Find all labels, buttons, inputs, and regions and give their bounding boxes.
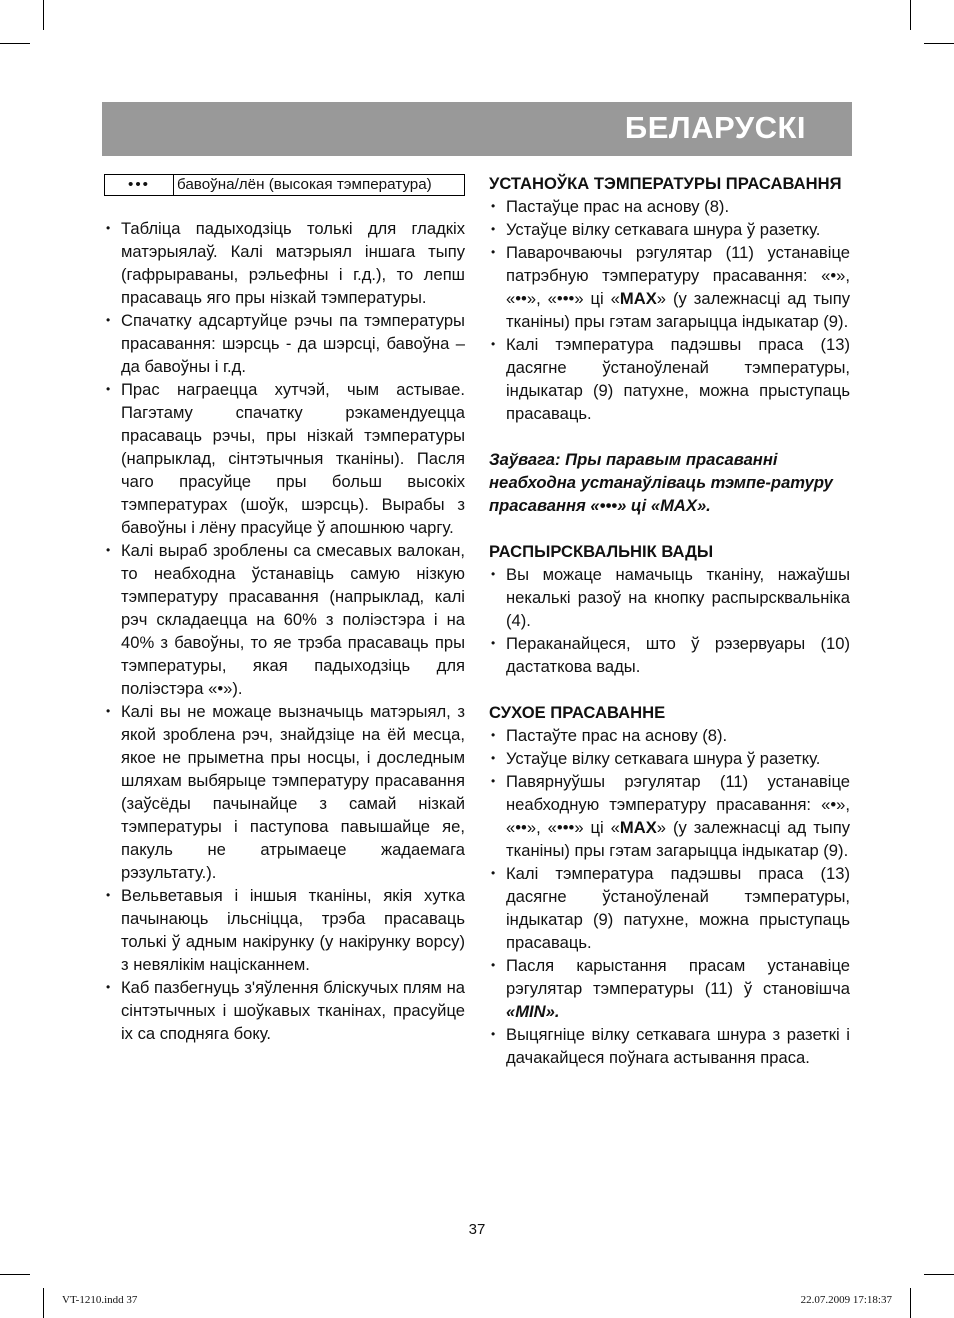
spacer bbox=[489, 517, 850, 540]
list-item: • Пастаўце прас на аснову (8). bbox=[489, 195, 850, 218]
list-item: • Калі вы не можаце вызначыць матэрыял, з якой зроблена рэч, знайдзіце на ёй месца, якое не прыметна пры носцы, і доследным шляхам выбярыце тэмпературу прасавання (заўсёды пачынайце з самай нізкай тэмпературы і паступова павышайце яе, пакуль не атрымаеце жадаемага рэзультату.). bbox=[104, 700, 465, 884]
list-item: • Устаўце вілку сеткавага шнура ў разетку. bbox=[489, 747, 850, 770]
max-label: MAX bbox=[619, 289, 657, 308]
list-item: • Выцягніце вілку сеткавага шнура з разеткі і дачакайцеся поўнага астывання праса. bbox=[489, 1023, 850, 1069]
list-item: • Каб пазбегнуць з'яўлення бліскучых плям на сінтэтычных і шоўкавых тканінах, прасуйце іх са споднягa боку. bbox=[104, 976, 465, 1045]
list-item: • Спачатку адсартуйце рэчы па тэмпературы прасавання: шэрсць - да шэрсці, бавоўна – да бавоўны і г.д. bbox=[104, 309, 465, 378]
list-text: Паварочваючы рэгулятар (11) устанавіце патрэбную тэмпературу прасавання: «•», «••», «•••» ці « bbox=[506, 243, 850, 308]
list-item bbox=[489, 241, 850, 333]
water-spray-list bbox=[489, 563, 850, 678]
spacer bbox=[489, 425, 850, 448]
footer-file: VT-1210.indd 37 bbox=[62, 1294, 138, 1306]
list-text: Пасля карыстання прасам устанавіце рэгулятар тэмпературы (11) ў становішча bbox=[506, 956, 850, 998]
crop-mark bbox=[910, 1288, 911, 1318]
ironing-tips-list bbox=[104, 217, 465, 1045]
crop-mark bbox=[924, 1274, 954, 1275]
fabric-type: бавоўна/лён (высокая тэмпература) bbox=[174, 175, 465, 196]
temperature-setting-list bbox=[489, 195, 850, 425]
note: Заўвага: Пры паравым прасаванні неабходна устанаўліваць тэмпе-ратуру прасавання «•••» ці «MAX». bbox=[489, 450, 833, 515]
max-label: MAX bbox=[619, 818, 657, 837]
section-heading: СУХОЕ ПРАСАВАННЕ bbox=[489, 703, 666, 722]
dry-ironing-list bbox=[489, 724, 850, 1069]
footer-timestamp: 22.07.2009 17:18:37 bbox=[800, 1294, 892, 1306]
right-column bbox=[489, 172, 850, 1069]
crop-mark bbox=[910, 0, 911, 30]
list-item: • Пастаўте прас на аснову (8). bbox=[489, 724, 850, 747]
page-title: БЕЛАРУСКІ bbox=[624, 110, 806, 145]
list-item: • Калі тэмпература падэшвы праса (13) дасягне ўстаноўленай тэмпературы, індыкатар (9) патухне, можна прыступаць прасаваць. bbox=[489, 333, 850, 425]
list-item: • Вы можаце намачыць тканіну, нажаўшы некалькі разоў на кнопку распырсквальніка (4). bbox=[489, 563, 850, 632]
left-column bbox=[104, 174, 465, 1045]
list-item: • Калі выраб зроблены са смесавых валокан, то неабходна ўстанавіць самую нізкую тэмпературу прасавання (напрыклад, калі рэч складаецца на 60% з поліэстэра і на 40% з бавоўны, то яе трэба прасаваць пры тэмпературы, якая падыходзіць для поліэстэра «•»). bbox=[104, 539, 465, 700]
list-text: » (у залежнасці ад тыпу тканіны) пры гэтам загарыцца індыкатар (9). bbox=[506, 818, 850, 860]
list-item: • Прас награецца хутчэй, чым астывае. Пагэтаму спачатку рэкамендуецца прасаваць рэчы, пры нізкай тэмпературы (напрыклад, сінтэтычныя тканіны). Пасля чаго прасуйце пры больш высокіх тэмпературах (шоўк, шэрсць). Вырабы з бавоўны і лёну прасуйце ў апошнюю чаргу. bbox=[104, 378, 465, 539]
language-banner bbox=[102, 102, 852, 156]
page-number: 37 bbox=[468, 1221, 486, 1238]
list-item: • Калі тэмпература падэшвы праса (13) дасягне ўстаноўленай тэмпературы, індыкатар (9) патухне, можна прыступаць прасаваць. bbox=[489, 862, 850, 954]
list-item: • Вельветавыя і іншыя тканіны, якія хутка пачынаюць ільсніцца, трэба прасаваць толькі ў адным накірунку (у накірунку ворсу) з невялікім націсканнем. bbox=[104, 884, 465, 976]
list-item bbox=[489, 954, 850, 1023]
crop-mark bbox=[0, 43, 30, 44]
list-item bbox=[489, 770, 850, 862]
temperature-dots: ••• bbox=[105, 175, 174, 196]
crop-mark bbox=[43, 1288, 44, 1318]
section-heading: РАСПЫРСКВАЛЬНІК ВАДЫ bbox=[489, 542, 714, 561]
temperature-table bbox=[104, 174, 465, 196]
list-item: • Устаўце вілку сеткавага шнура ў разетку. bbox=[489, 218, 850, 241]
crop-mark bbox=[0, 1274, 30, 1275]
table-row bbox=[105, 175, 465, 196]
list-item: • Табліца падыходзіць толькі для гладкіх матэрыялаў. Калі матэрыял іншага тыпу (гафрыраваны, рэльефны і г.д.), то лепш прасаваць яго пры нізкай тэмпературы. bbox=[104, 217, 465, 309]
list-text: » (у залежнасці ад тыпу тканіны) пры гэтам загарыцца індыкатар (9). bbox=[506, 289, 850, 331]
spacer bbox=[489, 678, 850, 701]
min-label: «MIN». bbox=[506, 1002, 560, 1021]
list-text: Павярнуўшы рэгулятар (11) устанавіце неабходную тэмпературу прасавання: «•», «••», «•••» ці « bbox=[506, 772, 850, 837]
section-heading: УСТАНОЎКА ТЭМПЕРАТУРЫ ПРАСАВАННЯ bbox=[489, 174, 842, 193]
crop-mark bbox=[43, 0, 44, 30]
list-item: • Пераканайцеся, што ў рэзервуары (10) дастаткова вады. bbox=[489, 632, 850, 678]
crop-mark bbox=[924, 43, 954, 44]
